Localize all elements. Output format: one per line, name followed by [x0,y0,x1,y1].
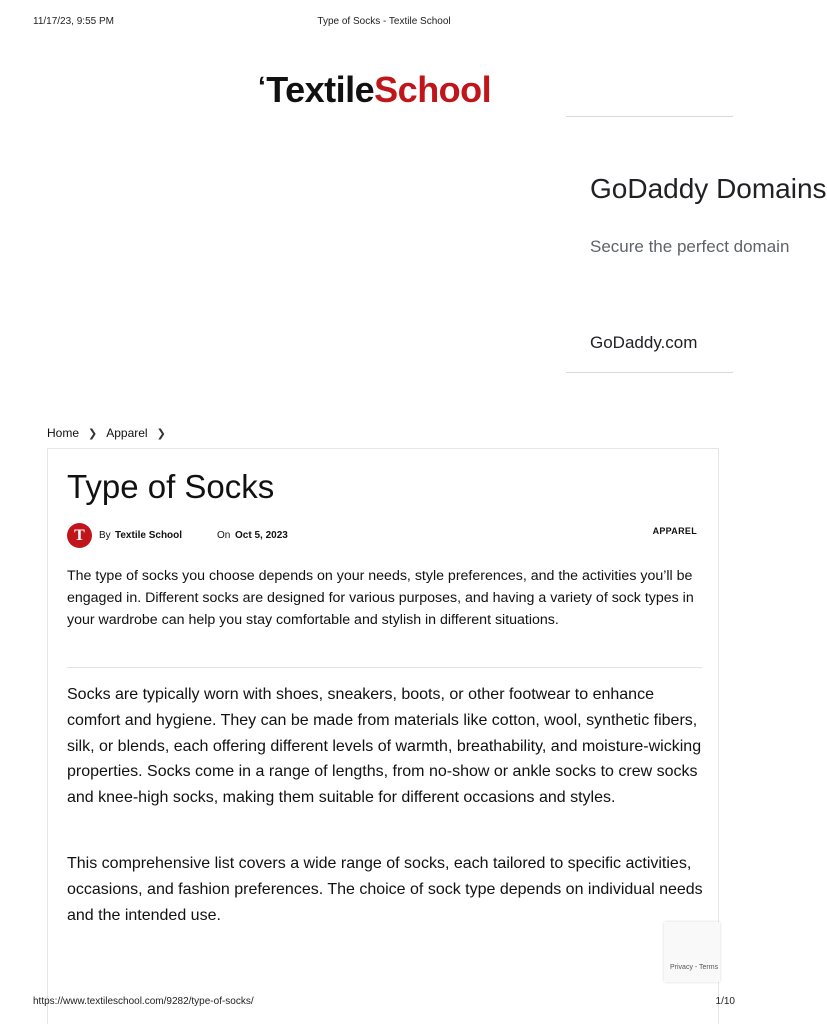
article-paragraph: This comprehensive list covers a wide range of socks, each tailored to specific activities, occasions, and fashion preferences. The choice of sock type depends on individual needs and the intended use. [67,855,703,924]
breadcrumb-apparel[interactable]: Apparel [106,426,148,440]
ad-title[interactable]: GoDaddy Domains [590,173,827,204]
on-label: On [217,530,231,541]
by-label: By [99,530,111,541]
article-intro: The type of socks you choose depends on your needs, style preferences, and the activities you’ll be engaged in. Different socks are designed for various purposes, and having a variety of sock types in your wardrobe can help you stay comfortable and stylish in different situations. [67,568,694,628]
print-header [0,16,768,30]
recaptcha-privacy-terms[interactable]: Privacy - Terms [670,964,719,971]
thread-tick-icon: ʻ [258,71,266,102]
article-card [47,448,719,1024]
breadcrumb-home[interactable]: Home [47,426,80,440]
chevron-right-icon: ❯ [88,427,98,440]
ad-url[interactable]: GoDaddy.com [590,333,698,352]
print-url: https://www.textileschool.com/9282/type-of-socks/ [33,996,254,1007]
print-page-number: 1/10 [715,996,735,1007]
godaddy-ad[interactable] [566,116,827,373]
article-paragraph: Socks are typically worn with shoes, sneakers, boots, or other footwear to enhance comfort and hygiene. They can be made from materials like cotton, wool, synthetic fibers, silk, or blends, each offering different levels of warmth, breathability, and moisture-wicking properties. Socks come in a range of lengths, from no-show or ankle socks to crew socks and knee-high socks, making them suitable for different occasions and styles. [67,686,702,807]
author-link[interactable]: Textile School [115,530,183,541]
publish-date: Oct 5, 2023 [235,530,288,541]
divider [67,667,702,668]
logo-text-school: School [374,69,492,110]
article-meta [67,523,697,549]
logo-text-textile: Textile [266,69,375,110]
article-title: Type of Socks [67,468,275,505]
print-footer [0,996,768,1010]
recaptcha-badge[interactable] [664,922,720,982]
breadcrumb [47,426,175,440]
category-link[interactable]: APPAREL [652,526,697,536]
print-datetime: 11/17/23, 9:55 PM [33,16,114,27]
author-avatar[interactable]: T [67,523,92,548]
chevron-right-icon: ❯ [156,427,166,440]
print-page-title: Type of Socks - Textile School [317,16,451,27]
ad-description: Secure the perfect domain [590,237,790,256]
site-logo[interactable] [258,68,491,112]
